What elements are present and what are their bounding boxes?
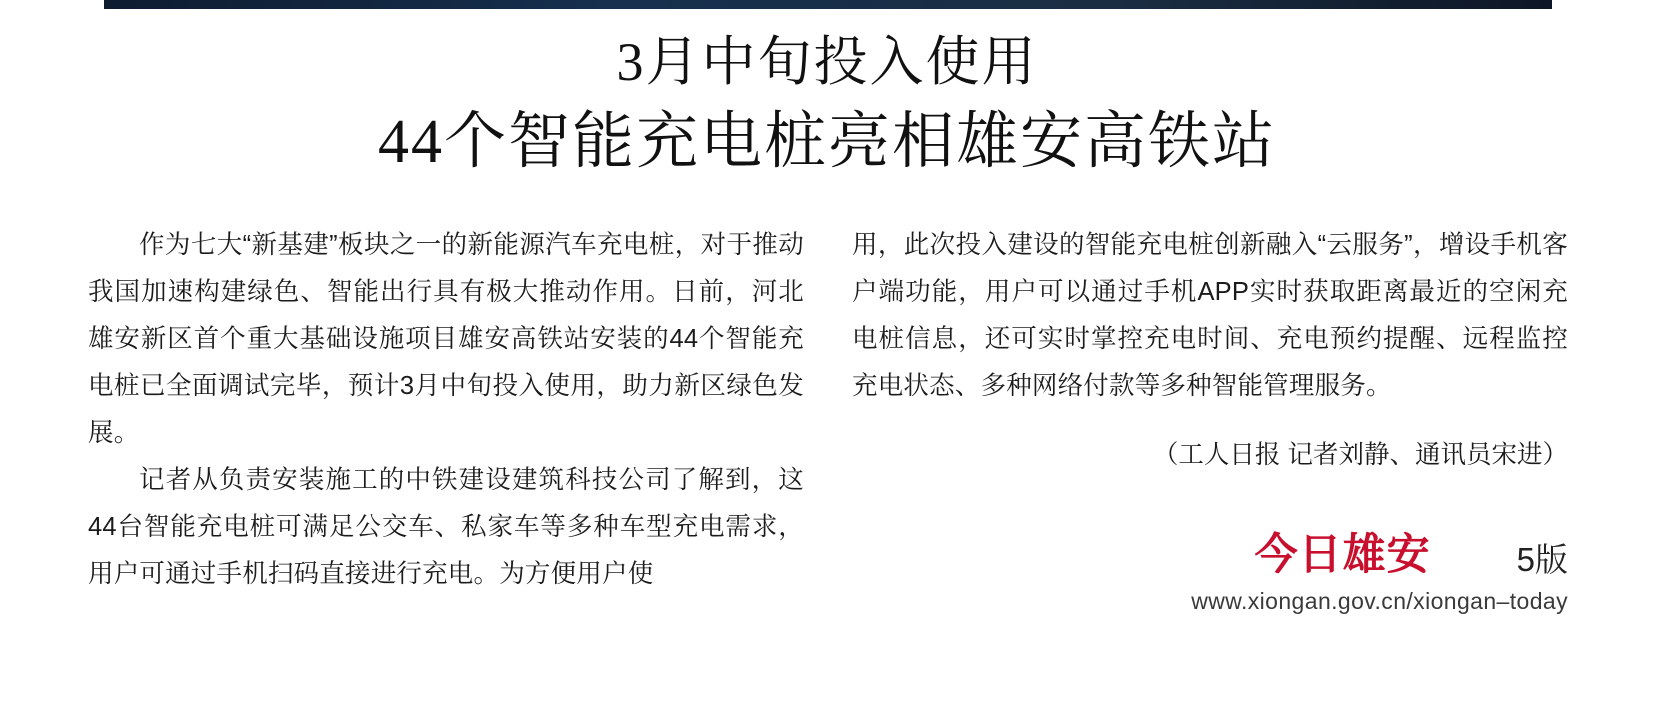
top-divider-rule <box>104 0 1552 9</box>
headline-kicker: 3月中旬投入使用 <box>616 32 1038 92</box>
article-credit: （工人日报 记者刘静、通讯员宋进） <box>1152 441 1568 469</box>
paragraph: 用，此次投入建设的智能充电桩创新融入“云服务”，增设手机客户端功能，用户可以通过手机APP实时获取距离最近的空闲充电桩信息，还可实时掌控充电时间、充电预约提醒、远程监控充电状态、多种网络付款等多种智能管理服务。 <box>852 231 1568 400</box>
page-number-badge: 5版 <box>1516 541 1568 578</box>
article-column-left <box>88 222 804 598</box>
headline-block <box>0 28 1654 184</box>
footer-branding <box>1148 533 1568 615</box>
paragraph: 作为七大“新基建”板块之一的新能源汽车充电桩，对于推动我国加速构建绿色、智能出行具有极大推动作用。日前，河北雄安新区首个重大基础设施项目雄安高铁站安装的44个智能充电桩已全面调试完毕，预计3月中旬投入使用，助力新区绿色发展。 <box>88 231 804 447</box>
brand-row <box>1148 533 1568 579</box>
page-title: 44个智能充电桩亮相雄安高铁站 <box>377 108 1276 176</box>
paragraph: 记者从负责安装施工的中铁建设建筑科技公司了解到，这44台智能充电桩可满足公交车、私家车等多种车型充电需求，用户可通过手机扫码直接进行充电。为方便用户使 <box>88 466 804 588</box>
brand-logo: 今日雄安 <box>1254 532 1431 579</box>
website-url[interactable]: www.xiongan.gov.cn/xiongan–today <box>1191 588 1568 614</box>
